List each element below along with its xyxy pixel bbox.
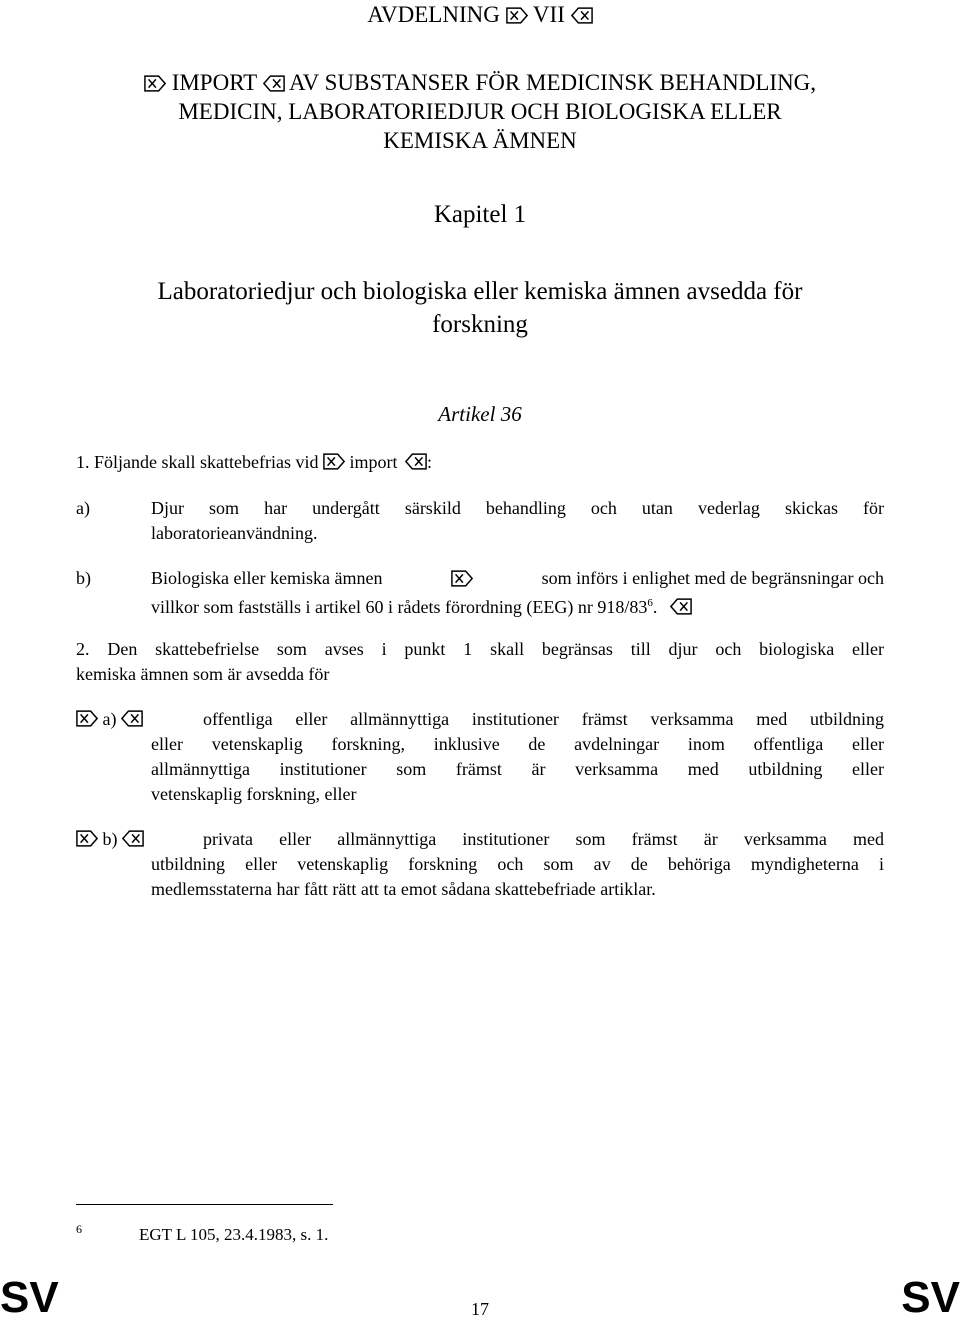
- item-2b-line-2: utbildning eller vetenskaplig forskning och som av de behöriga myndigheterna i: [151, 854, 884, 874]
- language-code-left: SV: [0, 1273, 59, 1322]
- item-2b-label: b): [76, 827, 144, 852]
- paragraph-2-line-2: kemiska ämnen som är avsedda för: [76, 664, 330, 684]
- item-2a-line-1: offentliga eller allmännyttiga institutioner främst verksamma med utbildning: [203, 709, 884, 729]
- footnote-text: EGT L 105, 23.4.1983, s. 1.: [139, 1225, 329, 1244]
- insert-start-icon: [144, 75, 166, 92]
- title-line-3: KEMISKA ÄMNEN: [383, 128, 577, 153]
- chapter-title-line-1: Laboratoriedjur och biologiska eller kemiska ämnen avsedda för: [157, 278, 803, 305]
- insert-start-icon: [76, 710, 98, 727]
- chapter-title-line-2: forskning: [432, 311, 528, 338]
- paragraph-2-line-1: 2. Den skattebefrielse som avses i punkt 1 skall begränsas till djur och biologiska eller: [76, 639, 884, 659]
- insert-end-icon: [670, 598, 692, 615]
- item-b-line-1: Biologiska eller kemiska ämnen som införs i enlighet med de begränsningar och: [151, 568, 884, 588]
- insert-end-icon: [571, 7, 593, 24]
- section-heading: [0, 0, 960, 29]
- insert-start-icon: [76, 830, 98, 847]
- section-label: AVDELNING: [367, 2, 500, 27]
- insert-start-icon: [323, 453, 345, 470]
- title-line-1: IMPORT AV SUBSTANSER FÖR MEDICINSK BEHANDLING,: [0, 68, 960, 97]
- title-line-2: MEDICIN, LABORATORIEDJUR OCH BIOLOGISKA ELLER: [178, 99, 782, 124]
- insert-end-icon: [405, 453, 427, 470]
- insert-end-icon: [263, 75, 285, 92]
- insert-start-icon: [506, 7, 528, 24]
- paragraph-1: 1. Följande skall skattebefrias vid import :: [76, 452, 432, 472]
- insert-end-icon: [122, 830, 144, 847]
- item-2b-line-1: privata eller allmännyttiga institutioner som främst är verksamma med: [203, 829, 884, 849]
- item-a-line-1: Djur som har undergått särskild behandling och utan vederlag skickas för: [151, 498, 884, 518]
- footnote-ref: 6: [647, 597, 653, 609]
- page-number: 17: [471, 1299, 489, 1319]
- chapter-heading: Kapitel 1: [433, 201, 527, 228]
- footnote-rule: [76, 1204, 333, 1205]
- insert-end-icon: [121, 710, 143, 727]
- article-heading: Artikel 36: [438, 402, 522, 426]
- language-code-right: SV: [901, 1273, 960, 1322]
- item-2a-line-2: eller vetenskaplig forskning, inklusive de avdelningar inom offentliga eller: [151, 734, 884, 754]
- section-number: VII: [532, 2, 565, 27]
- item-a-line-2: laboratorieanvändning.: [151, 523, 318, 543]
- item-2a-label: a): [76, 707, 143, 732]
- insert-start-icon: [451, 570, 473, 587]
- item-2a-line-4: vetenskaplig forskning, eller: [151, 784, 357, 804]
- item-2b-line-3: medlemsstaterna har fått rätt att ta emot sådana skattebefriade artiklar.: [151, 879, 656, 899]
- item-b-line-2: villkor som fastställs i artikel 60 i rådets förordning (EEG) nr $918/83^6$.: [151, 591, 692, 620]
- footnote-number: 6: [76, 1222, 82, 1236]
- item-a-label: a): [76, 498, 90, 518]
- item-b-label: b): [76, 568, 91, 588]
- item-2a-line-3: allmännyttiga institutioner som främst är verksamma med utbildning eller: [151, 759, 884, 779]
